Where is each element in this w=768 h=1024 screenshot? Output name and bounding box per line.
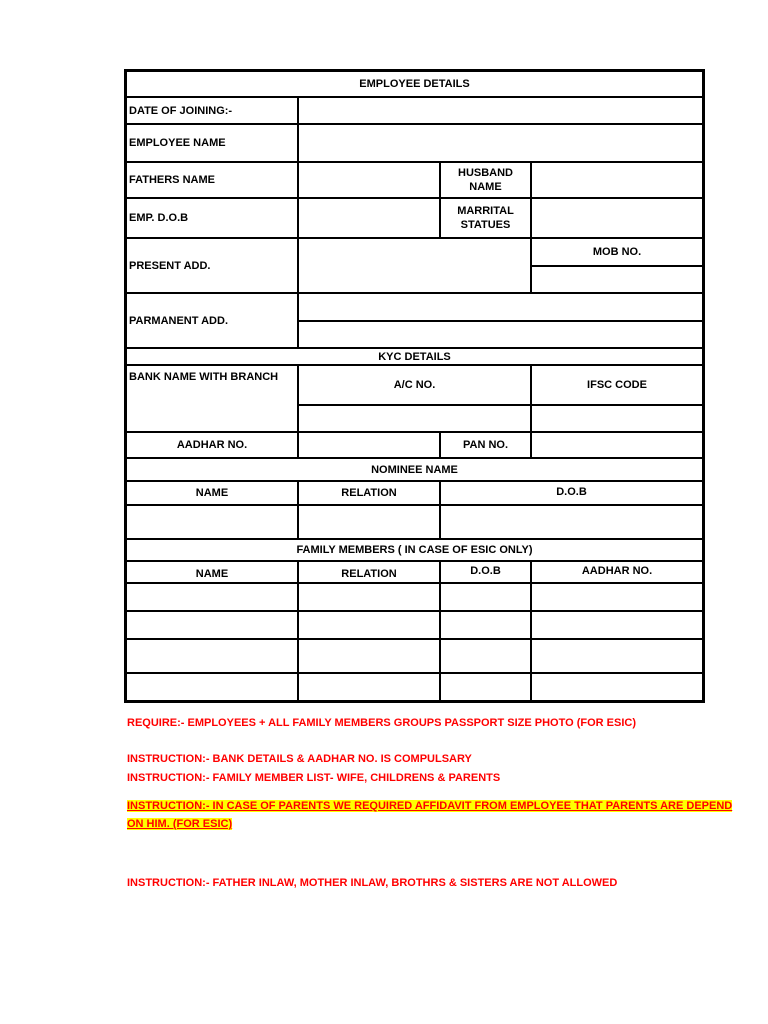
nominee-relation-col: RELATION	[298, 481, 440, 505]
family-row-2-aadhar[interactable]	[531, 611, 703, 639]
family-row-4-dob[interactable]	[440, 673, 531, 701]
nominee-name-field[interactable]	[126, 505, 298, 539]
ac-no-field[interactable]	[298, 405, 531, 432]
kyc-details-title: KYC DETAILS	[126, 348, 703, 365]
present-add-field[interactable]	[298, 238, 531, 293]
nominee-relation-field[interactable]	[298, 505, 440, 539]
family-row-3-relation[interactable]	[298, 639, 440, 673]
emp-dob-field[interactable]	[298, 198, 440, 238]
instruction-parents	[127, 797, 732, 833]
family-row-4-name[interactable]	[126, 673, 298, 701]
family-relation-col: RELATION	[298, 561, 440, 583]
husband-name-field[interactable]	[531, 162, 703, 198]
family-row-2-relation[interactable]	[298, 611, 440, 639]
bank-name-label: BANK NAME WITH BRANCH	[126, 365, 298, 432]
instruction-parents-line1: INSTRUCTION:- IN CASE OF PARENTS WE REQUIRED AFFIDAVIT FROM EMPLOYEE THAT PARENTS ARE DEPEND	[127, 800, 733, 812]
family-row-2-name[interactable]	[126, 611, 298, 639]
family-row-1-dob[interactable]	[440, 583, 531, 611]
aadhar-no-field[interactable]	[298, 432, 440, 458]
employee-name-label: EMPLOYEE NAME	[126, 124, 298, 162]
family-row-4-relation[interactable]	[298, 673, 440, 701]
family-row-4-aadhar[interactable]	[531, 673, 703, 701]
nominee-dob-field[interactable]	[440, 505, 703, 539]
instruction-family: INSTRUCTION:- FAMILY MEMBER LIST- WIFE, CHILDRENS & PARENTS	[127, 772, 501, 784]
nominee-title: NOMINEE NAME	[126, 458, 703, 481]
family-row-3-dob[interactable]	[440, 639, 531, 673]
emp-dob-label: EMP. D.O.B	[126, 198, 298, 238]
parmanent-add-label: PARMANENT ADD.	[126, 293, 298, 348]
family-row-3-aadhar[interactable]	[531, 639, 703, 673]
instruction-bank: INSTRUCTION:- BANK DETAILS & AADHAR NO. IS COMPULSARY	[127, 753, 472, 765]
present-add-label: PRESENT ADD.	[126, 238, 298, 293]
nominee-name-col: NAME	[126, 481, 298, 505]
mob-no-label: MOB NO.	[531, 238, 703, 266]
date-of-joining-label: DATE OF JOINING:-	[126, 97, 298, 124]
fathers-name-label: FATHERS NAME	[126, 162, 298, 198]
nominee-dob-col: D.O.B	[440, 481, 703, 505]
husband-name-label: HUSBAND NAME	[440, 162, 531, 198]
marrital-statues-field[interactable]	[531, 198, 703, 238]
instruction-parents-line2: ON HIM. (FOR ESIC)	[127, 818, 233, 830]
mob-no-field[interactable]	[531, 266, 703, 293]
employee-details-title: EMPLOYEE DETAILS	[126, 71, 703, 97]
parmanent-add-field-line2[interactable]	[298, 321, 703, 348]
date-of-joining-field[interactable]	[298, 97, 703, 124]
marrital-statues-label: MARRITAL STATUES	[440, 198, 531, 238]
family-row-1-relation[interactable]	[298, 583, 440, 611]
family-row-2-dob[interactable]	[440, 611, 531, 639]
employee-form	[124, 69, 705, 703]
require-note: REQUIRE:- EMPLOYEES + ALL FAMILY MEMBERS GROUPS PASSPORT SIZE PHOTO (FOR ESIC)	[127, 717, 637, 729]
family-row-1-name[interactable]	[126, 583, 298, 611]
family-members-title: FAMILY MEMBERS ( IN CASE OF ESIC ONLY)	[126, 539, 703, 561]
family-dob-col: D.O.B	[440, 561, 531, 583]
family-row-3-name[interactable]	[126, 639, 298, 673]
family-aadhar-col: AADHAR NO.	[531, 561, 703, 583]
ac-no-label: A/C NO.	[298, 365, 531, 405]
ifsc-code-field[interactable]	[531, 405, 703, 432]
family-name-col: NAME	[126, 561, 298, 583]
parmanent-add-field-line1[interactable]	[298, 293, 703, 321]
ifsc-code-label: IFSC CODE	[531, 365, 703, 405]
pan-no-field[interactable]	[531, 432, 703, 458]
pan-no-label: PAN NO.	[440, 432, 531, 458]
instruction-inlaw: INSTRUCTION:- FATHER INLAW, MOTHER INLAW, BROTHRS & SISTERS ARE NOT ALLOWED	[127, 877, 618, 889]
employee-name-field[interactable]	[298, 124, 703, 162]
aadhar-no-label: AADHAR NO.	[126, 432, 298, 458]
family-row-1-aadhar[interactable]	[531, 583, 703, 611]
fathers-name-field[interactable]	[298, 162, 440, 198]
